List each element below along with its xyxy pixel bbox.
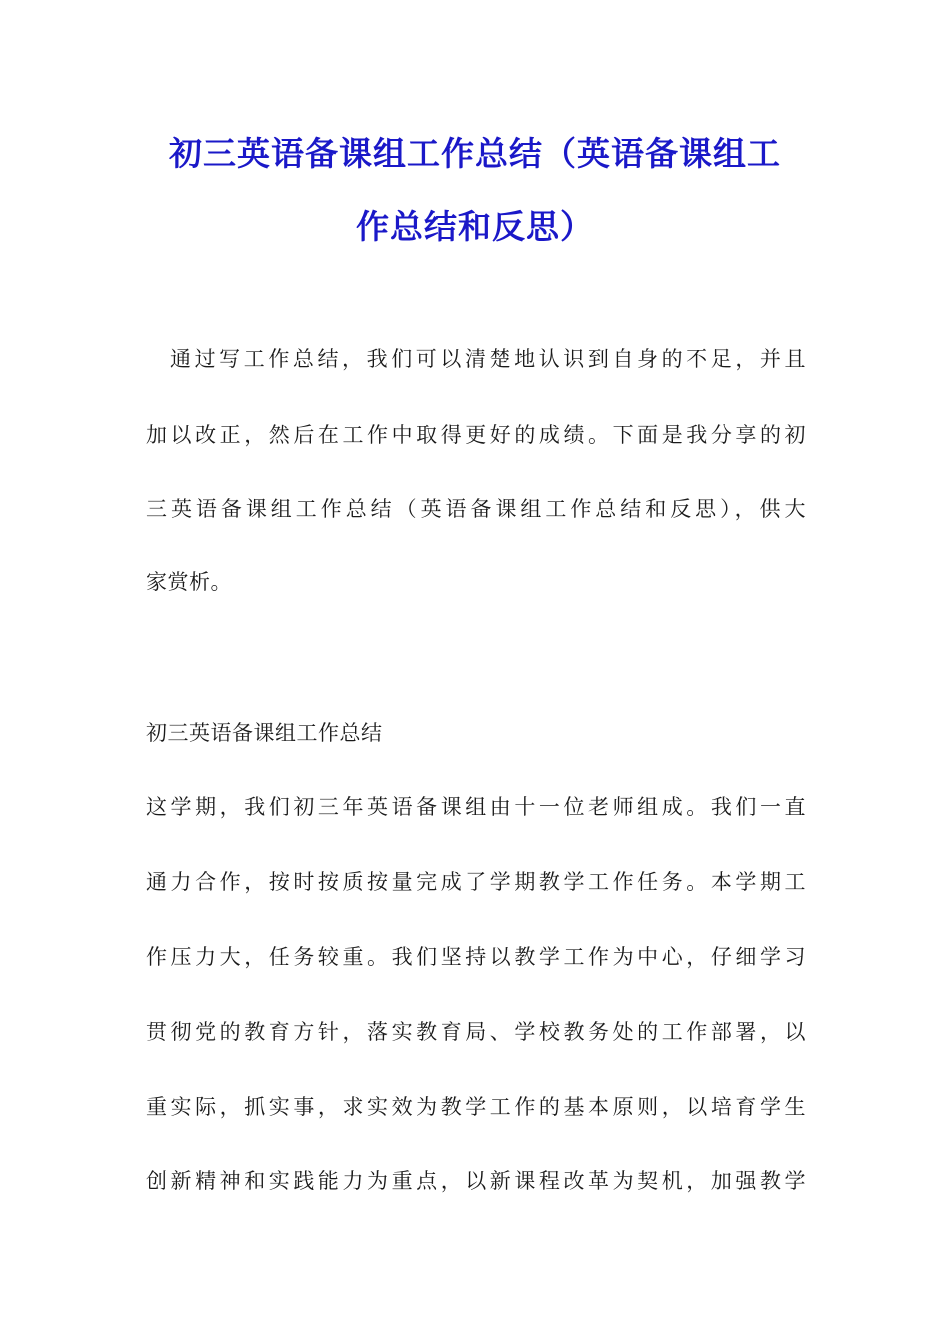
body-line-6: 创新精神和实践能力为重点，以新课程改革为契机，加强教学 (146, 1169, 806, 1193)
intro-line-3: 三英语备课组工作总结（英语备课组工作总结和反思），供大 (146, 497, 806, 521)
document-title-line-1: 初三英语备课组工作总结（英语备课组工 (169, 134, 781, 173)
body-line-2: 通力合作，按时按质按量完成了学期教学工作任务。本学期工 (146, 870, 806, 894)
intro-line-4: 家赏析。 (146, 570, 232, 594)
document-title-line-2: 作总结和反思） (356, 207, 594, 246)
intro-line-2: 加以改正，然后在工作中取得更好的成绩。下面是我分享的初 (146, 423, 806, 447)
body-line-5: 重实际，抓实事，求实效为教学工作的基本原则，以培育学生 (146, 1095, 806, 1119)
intro-line-1: 通过写工作总结，我们可以清楚地认识到自身的不足，并且 (170, 347, 806, 371)
body-line-3: 作压力大，任务较重。我们坚持以教学工作为中心，仔细学习 (146, 945, 806, 969)
body-line-4: 贯彻党的教育方针，落实教育局、学校教务处的工作部署，以 (146, 1020, 806, 1044)
section-heading: 初三英语备课组工作总结 (146, 721, 383, 745)
body-line-1: 这学期，我们初三年英语备课组由十一位老师组成。我们一直 (146, 795, 806, 819)
